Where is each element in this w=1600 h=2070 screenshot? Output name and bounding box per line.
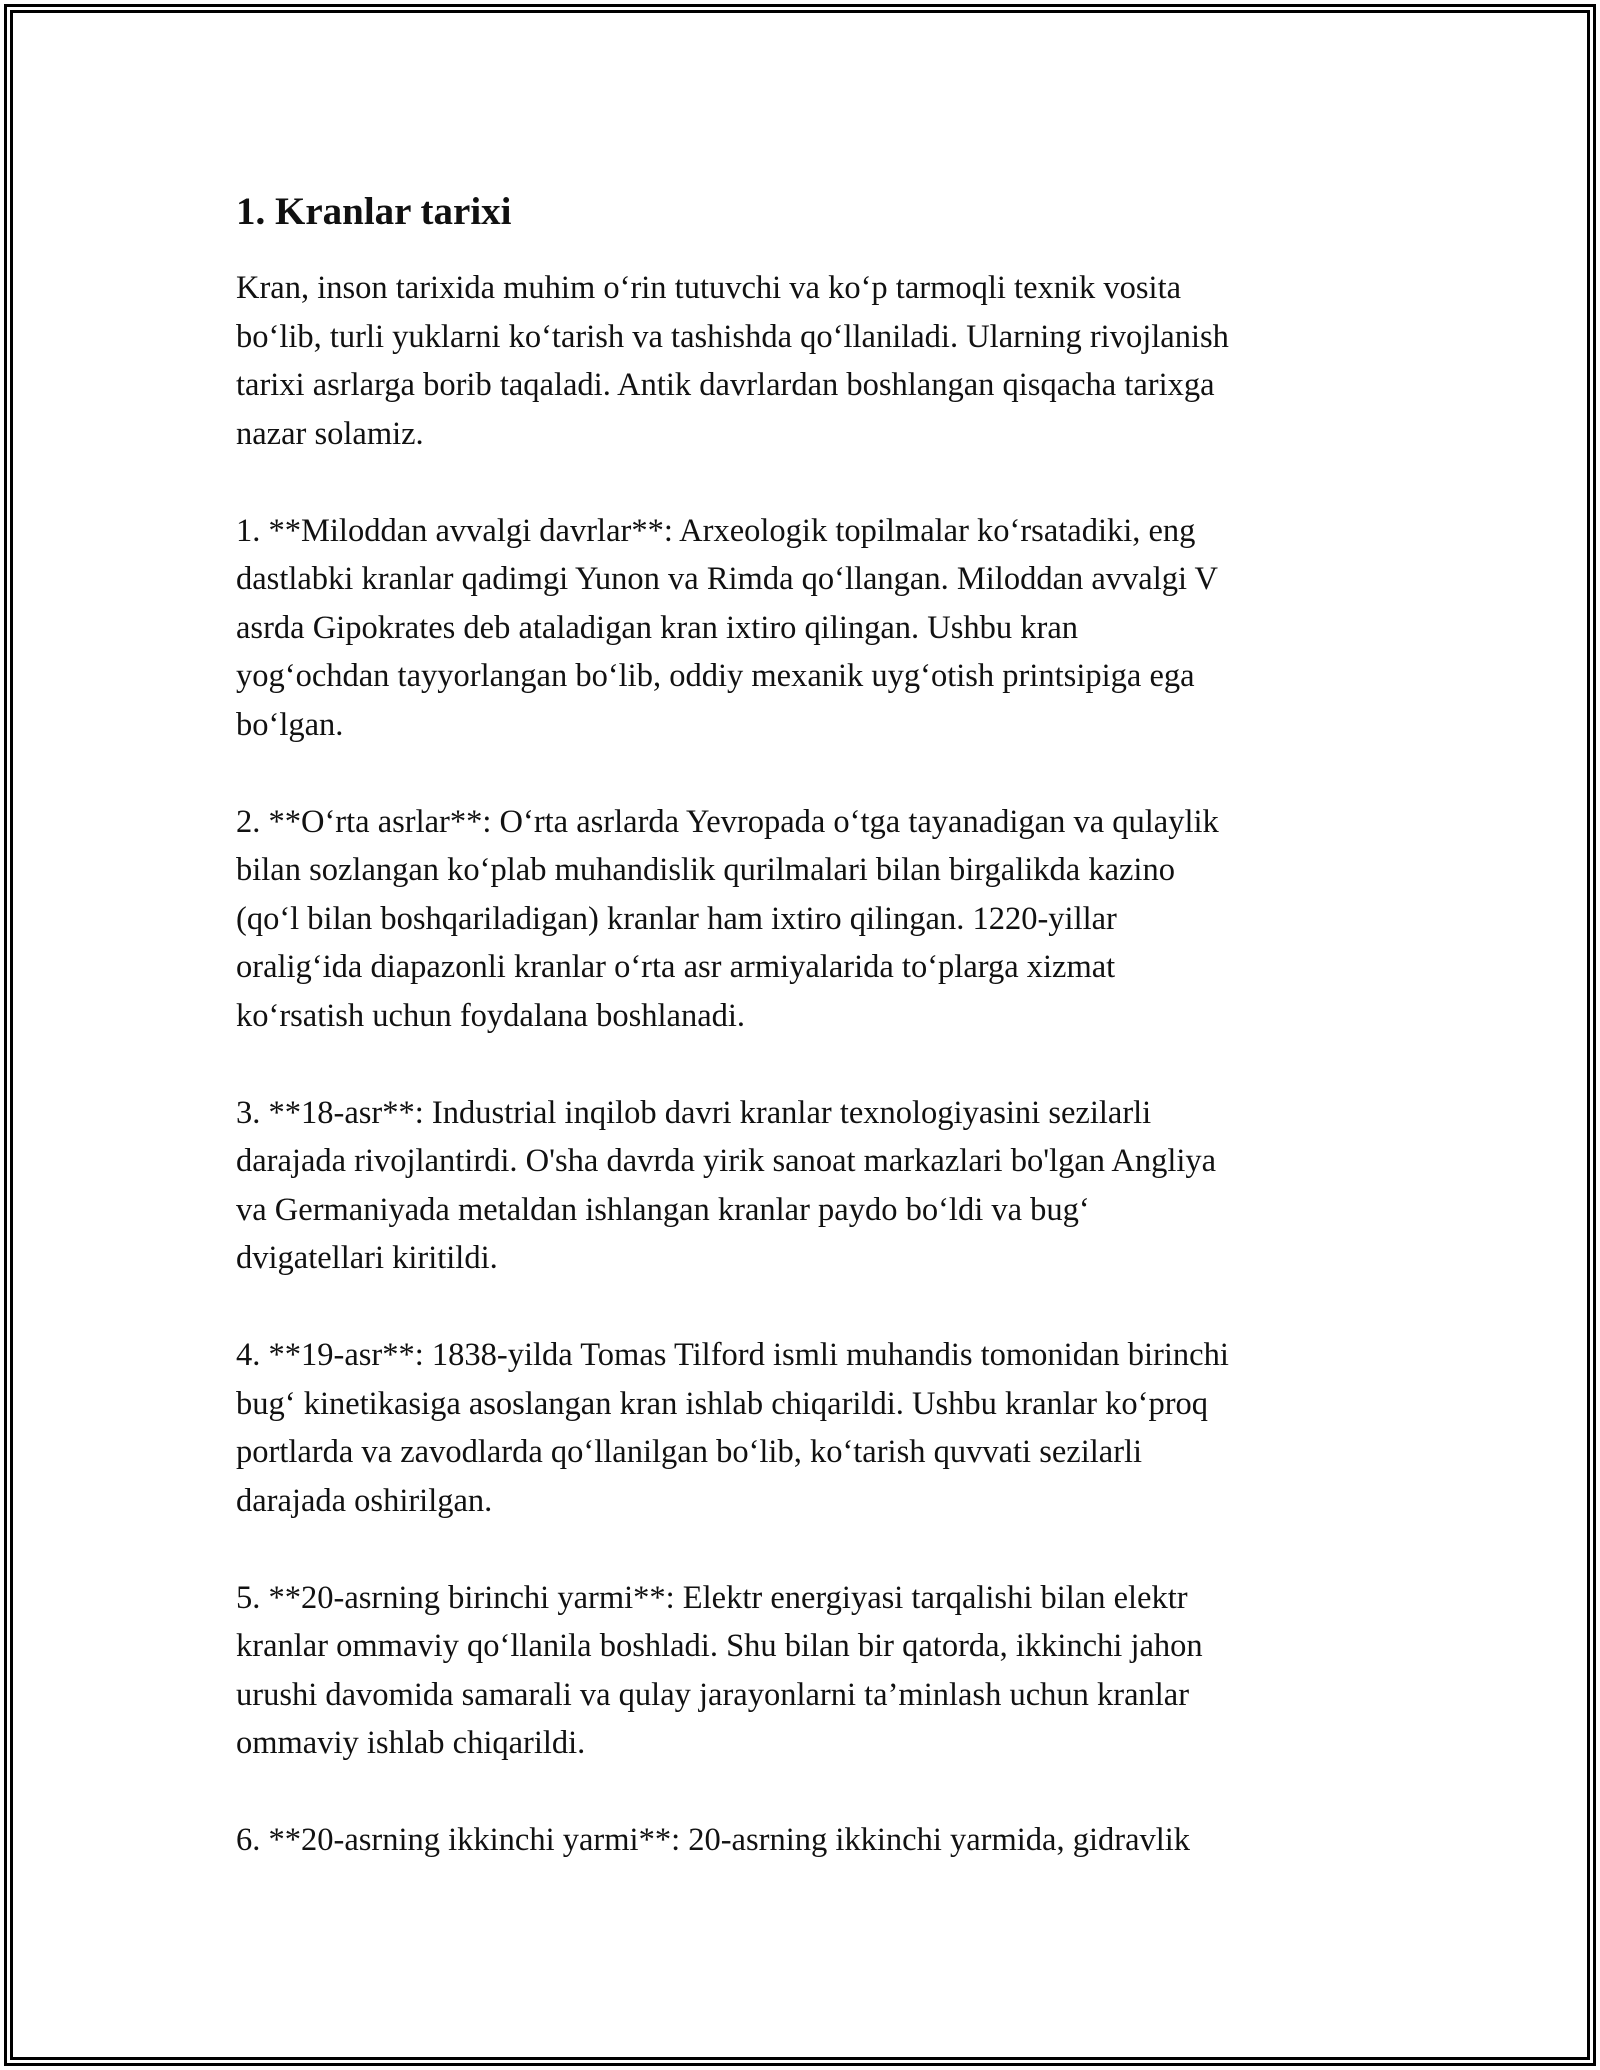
text-line: darajada rivojlantirdi. O'sha davrda yirik sanoat markazlari bo'lgan Angliya — [236, 1143, 1217, 1179]
text-line: tarixi asrlarga borib taqaladi. Antik davrlardan boshlangan qisqacha tarixga — [236, 367, 1215, 403]
text-line: 5. **20-asrning birinchi yarmi**: Elektr energiyasi tarqalishi bilan elektr — [236, 1579, 1188, 1616]
text-line: 6. **20-asrning ikkinchi yarmi**: 20-asrning ikkinchi yarmida, gidravlik — [236, 1822, 1191, 1858]
text-line: ko‘rsatish uchun foydalana boshlanadi. — [236, 997, 746, 1034]
text-line: bug‘ kinetikasiga asoslangan kran ishlab chiqarildi. Ushbu kranlar ko‘proq — [236, 1385, 1209, 1422]
history-item-5 — [236, 1574, 1376, 1768]
text-line: darajada oshirilgan. — [236, 1482, 493, 1519]
section-heading: 1. Kranlar tarixi — [236, 190, 512, 233]
text-line: va Germaniyada metaldan ishlangan kranlar paydo bo‘ldi va bug‘ — [236, 1191, 1090, 1228]
text-line: yog‘ochdan tayyorlangan bo‘lib, oddiy mexanik uyg‘otish printsipiga ega — [236, 658, 1195, 694]
history-item-4 — [236, 1331, 1376, 1525]
text-line: urushi davomida samarali va qulay jarayonlarni ta’minlash uchun kranlar — [236, 1676, 1190, 1713]
text-line: kranlar ommaviy qo‘llanila boshladi. Shu bilan bir qatorda, ikkinchi jahon — [236, 1628, 1203, 1664]
history-item-3 — [236, 1089, 1376, 1283]
text-line: bo‘lgan. — [236, 706, 344, 743]
text-line: oralig‘ida diapazonli kranlar o‘rta asr armiyalarida to‘plarga xizmat — [236, 949, 1116, 985]
text-line: dastlabki kranlar qadimgi Yunon va Rimda qo‘llangan. Miloddan avvalgi V — [236, 561, 1219, 597]
text-line: 2. **O‘rta asrlar**: O‘rta asrlarda Yevropada o‘tga tayanadigan va qulaylik — [236, 803, 1219, 840]
text-line: nazar solamiz. — [236, 415, 424, 452]
history-item-6 — [236, 1816, 1376, 1865]
text-line: bilan sozlangan ko‘plab muhandislik qurilmalari bilan birgalikda kazino — [236, 852, 1175, 888]
text-line: asrda Gipokrates deb ataladigan kran ixtiro qilingan. Ushbu kran — [236, 609, 1079, 646]
history-item-1 — [236, 507, 1376, 750]
text-line: 4. **19-asr**: 1838-yilda Tomas Tilford ismli muhandis tomonidan birinchi — [236, 1337, 1229, 1373]
history-item-2 — [236, 798, 1376, 1041]
intro-paragraph — [236, 264, 1376, 458]
text-line: 1. **Miloddan avvalgi davrlar**: Arxeologik topilmalar ko‘rsatadiki, eng — [236, 512, 1196, 549]
document-page — [236, 188, 1376, 1913]
text-line: dvigatellari kiritildi. — [236, 1240, 498, 1276]
text-line: 3. **18-asr**: Industrial inqilob davri kranlar texnologiyasini sezilarli — [236, 1094, 1152, 1131]
text-line: ommaviy ishlab chiqarildi. — [236, 1725, 586, 1761]
text-line: bo‘lib, turli yuklarni ko‘tarish va tashishda qo‘llaniladi. Ularning rivojlanish — [236, 318, 1229, 355]
text-line: (qo‘l bilan boshqariladigan) kranlar ham ixtiro qilingan. 1220-yillar — [236, 900, 1117, 937]
text-line: Kran, inson tarixida muhim o‘rin tutuvchi va ko‘p tarmoqli texnik vosita — [236, 270, 1182, 306]
text-line: portlarda va zavodlarda qo‘llanilgan bo‘lib, ko‘tarish quvvati sezilarli — [236, 1434, 1143, 1470]
